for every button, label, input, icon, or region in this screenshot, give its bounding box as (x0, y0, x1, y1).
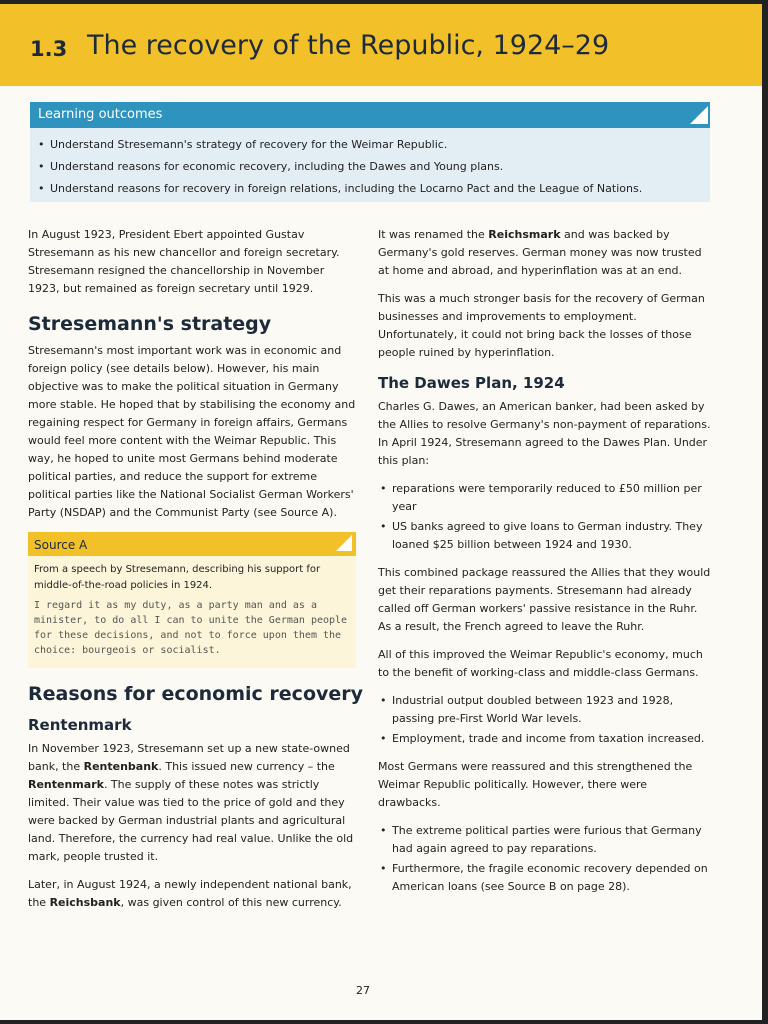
drawbacks-paragraph: Most Germans were reassured and this strengthened the Weimar Republic politically. However, there were drawbacks. (378, 760, 693, 809)
basis-paragraph: This was a much stronger basis for the recovery of German businesses and improvements to employment. Unfortunately, it could not bring back the losses of those people ruined by hyperinflation. (378, 292, 705, 359)
list-item: • Understand reasons for recovery in foreign relations, including the Locarno Pact and the League of Nations. (38, 178, 642, 200)
learning-outcomes-box (30, 102, 710, 202)
list-item: • Understand reasons for economic recovery, including the Dawes and Young plans. (38, 156, 642, 178)
list-item: • Understand Stresemann's strategy of recovery for the Weimar Republic. (38, 134, 642, 156)
strategy-paragraph: Stresemann's most important work was in economic and foreign policy (see details below). However, his main objective was to make the political situation in Germany more stable. He hoped that by stabilising the economy and regaining respect for Germany in foreign affairs, Germans would feel more content with the Weimar Republic. This way, he hoped to unite most Germans behind moderate political parties, and reduce the support for extreme political parties like the National Socialist German Workers' Party (NSDAP) and the Communist Party (see Source A). (28, 344, 356, 519)
drawbacks-list (378, 822, 713, 896)
corner-triangle-icon (336, 535, 352, 551)
learning-outcomes-header (30, 102, 710, 128)
source-a-intro: From a speech by Stresemann, describing his support for middle-of-the-road policies in 1924. (34, 564, 321, 591)
source-a-label: Source A (34, 538, 88, 552)
economy-paragraph: All of this improved the Weimar Republic's economy, much to the benefit of working-class and middle-class Germans. (378, 648, 703, 679)
corner-triangle-icon (690, 106, 708, 124)
source-a-box (28, 532, 356, 668)
list-item: • Employment, trade and income from taxation increased. (378, 730, 713, 748)
dawes-paragraph: Charles G. Dawes, an American banker, had been asked by the Allies to resolve Germany's non-payment of reparations. In April 1924, Stresemann agreed to the Dawes Plan. Under this plan: (378, 400, 711, 467)
list-item: • Industrial output doubled between 1923 and 1928, passing pre-First World War levels. (378, 692, 713, 728)
list-item: • The extreme political parties were furious that Germany had again agreed to pay reparations. (378, 822, 713, 858)
rentenmark-paragraph: In November 1923, Stresemann set up a new state-owned bank, the Rentenbank. This issued new currency – the Rentenmark. The supply of these notes was strictly limited. Their value was tied to the price of gold and they were backed by German industrial plants and agricultural land. Therefore, the currency had real value. Unlike the old mark, people trusted it. (28, 742, 354, 863)
reichsbank-paragraph: Later, in August 1924, a newly independent national bank, the Reichsbank, was given control of this new currency. (28, 878, 352, 909)
term-rentenmark: Rentenmark (28, 778, 104, 791)
list-item: • US banks agreed to give loans to German industry. They loaned $25 billion between 1924 and 1930. (378, 518, 713, 554)
dawes-heading: The Dawes Plan, 1924 (378, 374, 565, 392)
right-column (378, 226, 713, 906)
page-number: 27 (356, 984, 370, 997)
economy-list (378, 692, 713, 748)
strategy-heading: Stresemann's strategy (28, 313, 272, 335)
learning-outcomes-list (38, 134, 642, 200)
left-column (28, 226, 364, 922)
term-reichsbank: Reichsbank (49, 896, 121, 909)
chapter-header (0, 4, 762, 86)
package-paragraph: This combined package reassured the Allies that they would get their reparations payments. Stresemann had already called off German workers' passive resistance in the Ruhr. As a result, the French agreed to leave the Ruhr. (378, 566, 711, 633)
reichsmark-paragraph: It was renamed the Reichsmark and was backed by Germany's gold reserves. German money was now trusted at home and abroad, and hyperinflation was at an end. (378, 228, 702, 277)
section-number: 1.3 (30, 37, 68, 61)
dawes-list (378, 480, 713, 554)
learning-outcomes-title: Learning outcomes (38, 107, 163, 122)
page-title: The recovery of the Republic, 1924–29 (87, 30, 610, 61)
term-reichsmark: Reichsmark (488, 228, 561, 241)
source-a-quote: I regard it as my duty, as a party man and as a minister, to do all I can to unite the German people for these decisions, and not to force upon them the choice: bourgeois or socialist. (34, 600, 348, 656)
source-a-header (28, 532, 356, 556)
intro-paragraph: In August 1923, President Ebert appointed Gustav Stresemann as his new chancellor and foreign secretary. Stresemann resigned the chancellorship in November 1923, but remained as foreign secretary until 1929. (28, 228, 340, 295)
list-item: • reparations were temporarily reduced to £50 million per year (378, 480, 713, 516)
term-rentenbank: Rentenbank (83, 760, 159, 773)
reasons-heading: Reasons for economic recovery (28, 683, 364, 705)
list-item: • Furthermore, the fragile economic recovery depended on American loans (see Source B on page 28). (378, 860, 713, 896)
textbook-page (0, 4, 762, 1020)
rentenmark-heading: Rentenmark (28, 716, 132, 734)
